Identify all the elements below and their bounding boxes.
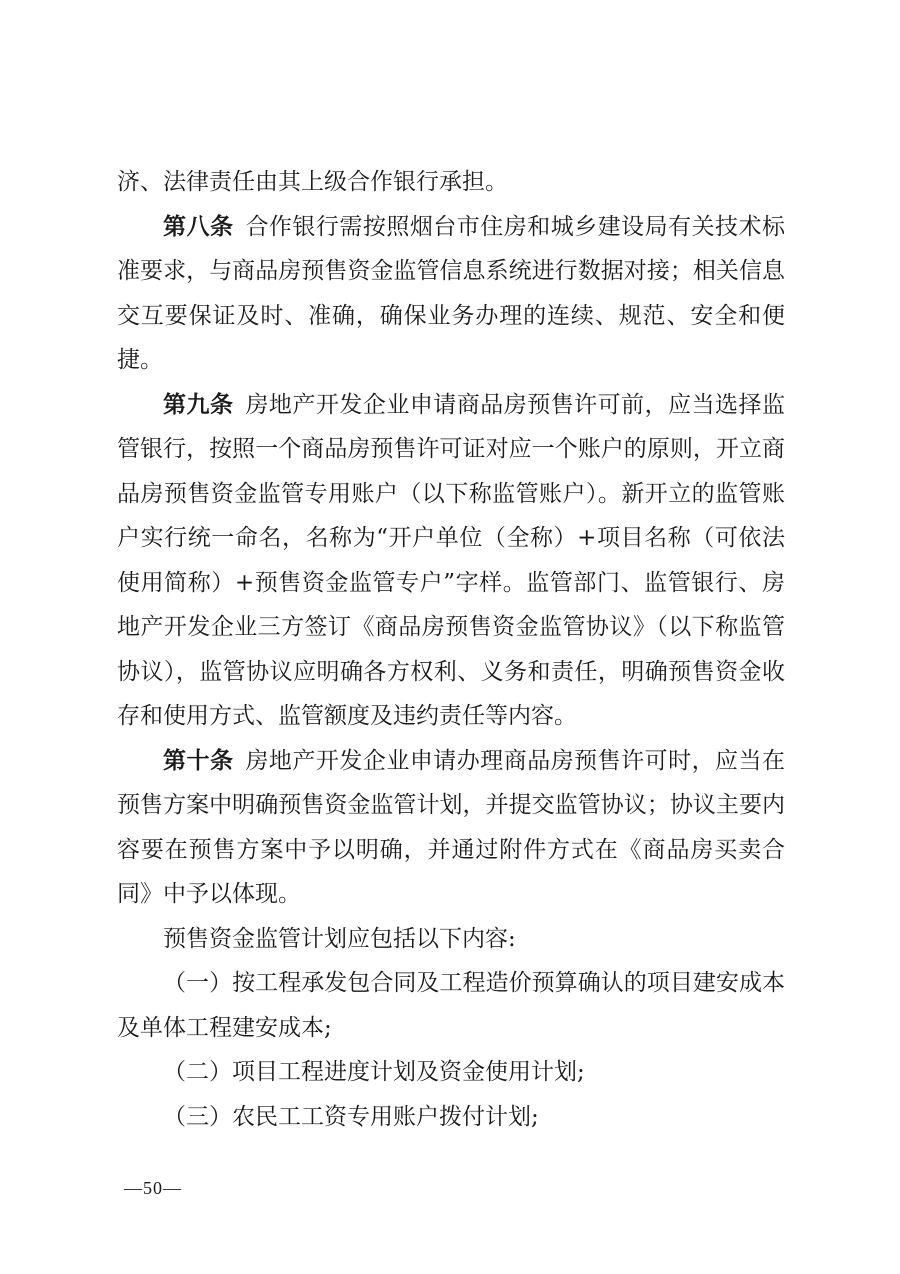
article-9-heading: 第九条 bbox=[163, 390, 234, 418]
article-10-heading: 第十条 bbox=[163, 746, 234, 774]
article-9 bbox=[117, 383, 785, 739]
plan-item-3: （三）农民工工资专用账户拨付计划; bbox=[163, 1103, 539, 1130]
plan-item-2: （二）项目工程进度计划及资金使用计划; bbox=[163, 1059, 585, 1085]
paragraph-continuation: 济、法律责任由其上级合作银行承担。 bbox=[117, 169, 508, 195]
article-8 bbox=[117, 205, 785, 383]
article-10 bbox=[117, 739, 785, 917]
article-10-text: 房地产开发企业申请办理商品房预售许可时，应当在预售方案中明确预售资金监管计划，并提交监管协议；协议主要内容要在预售方案中予以明确，并通过附件方式在《商品房买卖合同》中予以体现。 bbox=[117, 747, 786, 907]
document-body bbox=[117, 160, 785, 1139]
page-number: —50— bbox=[124, 1178, 182, 1198]
plan-item-1: （一）按工程承发包合同及工程造价预算确认的项目建安成本及单体工程建安成本; bbox=[117, 970, 785, 1041]
article-8-text: 合作银行需按照烟台市住房和城乡建设局有关技术标准要求，与商品房预售资金监管信息系统进行数据对接；相关信息交互要保证及时、准确，确保业务办理的连续、规范、安全和便捷。 bbox=[117, 213, 786, 373]
plan-intro: 预售资金监管计划应包括以下内容: bbox=[163, 925, 516, 952]
article-9-text: 房地产开发企业申请商品房预售许可前，应当选择监管银行，按照一个商品房预售许可证对应一个账户的原则，开立商品房预售资金监管专用账户（以下称监管账户）。新开立的监管账户实行统一命名，名称为“开户单位（全称）+项目名称（可依法使用简称）+预售资金监管专户”字样。监管部门、监管银行、房地产开发企业三方签订《商品房预售资金监管协议》（以下称监管协议），监管协议应明确各方权利、义务和责任，明确预售资金收存和使用方式、监管额度及违约责任等内容。 bbox=[117, 391, 786, 729]
article-8-heading: 第八条 bbox=[163, 212, 234, 240]
